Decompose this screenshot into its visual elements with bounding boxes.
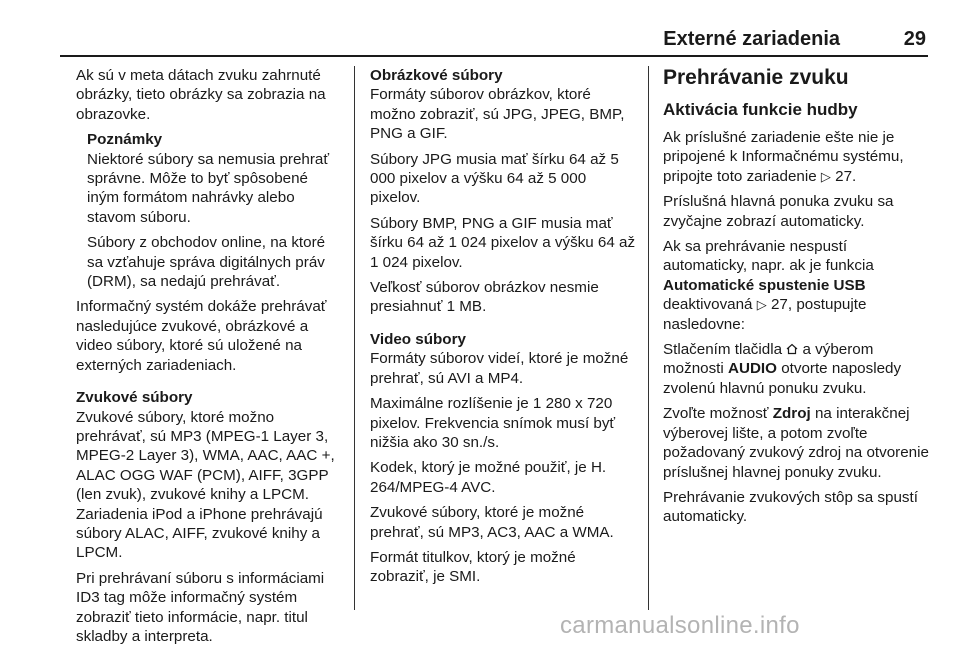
home-text-c: otvorte naposledy zvolenú hlavnú ponuku zvuku. xyxy=(663,360,902,397)
audio-files-heading: Zvukové súbory xyxy=(76,389,193,407)
home-icon xyxy=(786,343,798,355)
source-paragraph xyxy=(663,404,931,482)
arrow-reference-icon: ▷ xyxy=(820,168,831,184)
page-title: Externé zariadenia xyxy=(663,28,840,50)
video-paragraph-2: Maximálne rozlíšenie je 1 280 x 720 pixelov. Frekvencia snímok musí byť nižšia ako 30 sn./s. xyxy=(370,395,616,451)
audio-paragraph-1: Zvukové súbory, ktoré možno prehrávať, sú MP3 (MPEG-1 Layer 3, MPEG-2 Layer 3), WMA, AAC, AAC +, ALAC OGG WAF (PCM), AIFF, 3GPP (len zvuk), zvukové knihy a LPCM. Zariadenia iPod a iPhone prehrávajú súbory ALAC, AIFF, zvukové knihy a LPCM. xyxy=(76,408,335,562)
video-files-heading: Video súbory xyxy=(370,330,466,348)
connect-paragraph xyxy=(663,128,931,186)
header-rule xyxy=(60,55,928,57)
autoplay-paragraph: Prehrávanie zvukových stôp sa spustí automaticky. xyxy=(663,488,918,526)
watermark: carmanualsonline.info xyxy=(560,612,800,639)
autostart-text-b: deaktivovaná xyxy=(663,296,753,314)
image-paragraph-2: Súbory JPG musia mať šírku 64 až 5 000 pixelov a výšku 64 až 5 000 pixelov. xyxy=(370,150,619,207)
image-paragraph-1: Formáty súborov obrázkov, ktoré možno zobraziť, sú JPG, JPEG, BMP, PNG a GIF. xyxy=(370,86,625,143)
video-paragraph-4: Zvukové súbory, ktoré je možné prehrať, sú MP3, AC3, AAC a WMA. xyxy=(370,504,614,541)
source-option: Zdroj xyxy=(772,405,811,423)
column-3 xyxy=(663,66,931,533)
image-paragraph-4: Veľkosť súborov obrázkov nesmie presiahnuť 1 MB. xyxy=(370,279,599,316)
video-paragraph-1: Formáty súborov videí, ktoré je možné prehrať, sú AVI a MP4. xyxy=(370,350,629,387)
autostart-paragraph xyxy=(663,237,931,334)
page-header xyxy=(60,18,928,56)
image-paragraph-3: Súbory BMP, PNG a GIF musia mať šírku 64 až 1 024 pixelov a výšku 64 až 1 024 pixelov. xyxy=(370,214,636,271)
section-title: Prehrávanie zvuku xyxy=(663,66,849,89)
autostart-text-a: Ak sa prehrávanie nespustí automaticky, napr. ak je funkcia xyxy=(663,238,874,275)
connect-page-ref: 27. xyxy=(835,167,857,185)
autostart-page-ref: 27, postupujte nasledovne: xyxy=(663,296,867,333)
audio-paragraph-2: Pri prehrávaní súboru s informáciami ID3 tag môže informačný systém zobraziť tieto informácie, napr. titul skladby a interpreta. xyxy=(76,569,325,645)
home-paragraph xyxy=(663,340,931,398)
page-number: 29 xyxy=(903,28,926,50)
intro-paragraph: Ak sú v meta dátach zvuku zahrnuté obrázky, tieto obrázky sa zobrazia na obrazovke. xyxy=(76,67,326,123)
connect-text: Ak príslušné zariadenie ešte nie je pripojené k Informačnému systému, pripojte toto zariadenie xyxy=(663,129,904,185)
formats-paragraph: Informačný systém dokáže prehrávať nasledujúce zvukové, obrázkové a video súbory, ktoré sú uložené na externých zariadeniach. xyxy=(76,298,327,374)
arrow-reference-icon: ▷ xyxy=(756,297,767,313)
autostart-usb-setting: Automatické spustenie USB xyxy=(663,276,866,294)
image-files-heading: Obrázkové súbory xyxy=(370,67,503,84)
note-paragraph-1: Niektoré súbory sa nemusia prehrať správne. Môže to byť spôsobené iným formátom nahrávky alebo stavom súboru. xyxy=(87,150,330,226)
source-text-a: Zvoľte možnosť xyxy=(663,405,769,423)
video-paragraph-3: Kodek, ktorý je možné použiť, je H. 264/MPEG-4 AVC. xyxy=(370,459,607,496)
audio-option: AUDIO xyxy=(728,360,777,378)
column-divider-2 xyxy=(648,66,649,610)
home-text-b: a výberom možnosti xyxy=(663,341,874,378)
source-text-b: na interakčnej výberovej lište, a potom zvoľte požadovaný zvukový zdroj na otvorenie príslušnej hlavnej ponuky zvuku. xyxy=(663,405,929,481)
note-box xyxy=(87,130,344,291)
video-paragraph-5: Formát titulkov, ktorý je možné zobraziť, je SMI. xyxy=(370,548,576,586)
column-1 xyxy=(76,66,344,652)
note-paragraph-2: Súbory z obchodov online, na ktoré sa vzťahuje správa digitálnych práv (DRM), sa nedajú prehrávať. xyxy=(87,234,326,291)
note-title: Poznámky xyxy=(87,131,163,149)
section-subtitle: Aktivácia funkcie hudby xyxy=(663,100,858,119)
column-divider-1 xyxy=(354,66,355,610)
home-text-a: Stlačením tlačidla xyxy=(663,341,783,359)
auto-display-paragraph: Príslušná hlavná ponuka zvuku sa zvyčajne zobrazí automaticky. xyxy=(663,193,894,230)
column-2 xyxy=(370,66,638,593)
